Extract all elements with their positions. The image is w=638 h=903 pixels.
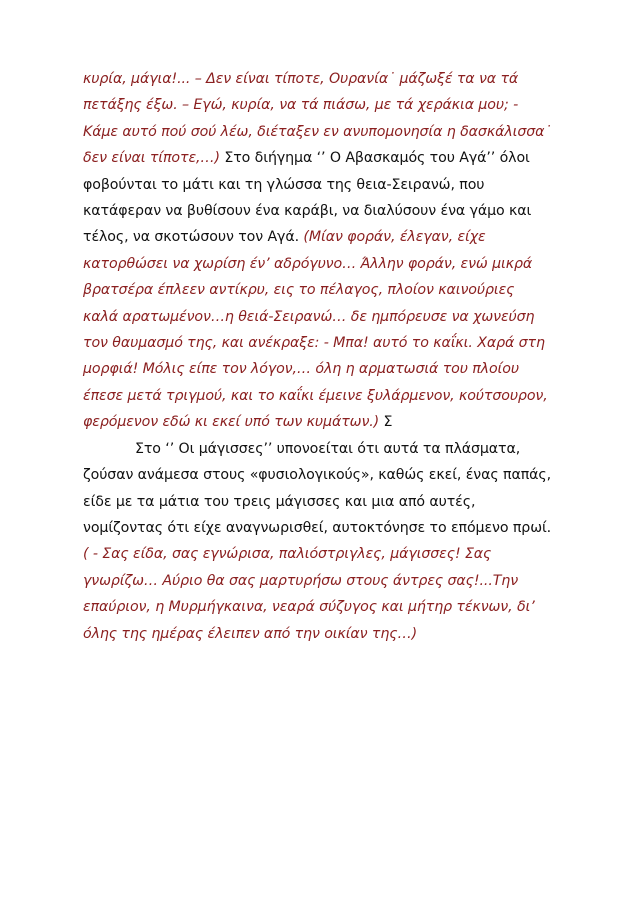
quote-priest: ( - Σας είδα, σας εγνώρισα, παλιόστριγλες, μάγισσες! Σας γνωρίζω… Αύριο θα σας μαρτυρήσω στους άντρες σας!...Την επαύριον, η Μυρμήγκαινα, νεαρά σύζυγος και μήτηρ τέκνων, δι’ όλης της ημέρας έλειπεν από την οικίαν της…) xyxy=(83,546,535,642)
quote-teacher: κυρία, μάγια!... – Δεν είναι τίποτε, Ουρανία˙ μάζωξέ τα να τά πετάξης έξω. – Εγώ, κυρία, να τά πιάσω, με τά χεράκια μου; - Κάμε αυτό πού σού λέω, διέταξεν εν ανυπομονησία η δασκάλισσα˙ δεν είναι τίποτε,…) xyxy=(83,71,552,167)
text-trailing: Σ xyxy=(379,414,393,431)
paragraph-seirano xyxy=(83,66,553,436)
document-page xyxy=(83,66,553,647)
quote-seirano: (Μίαν φοράν, έλεγαν, είχε κατορθώσει να χωρίση έν’ αδρόγυνο… Άλλην φοράν, ενώ μικρά βρατσέρα έπλεεν αντίκρυ, εις το πέλαγος, πλοίον καινούριες καλά αρατωμένον…η θειά-Σειρανώ… δε ημπόρευσε να χωνεύση τον θαυμασμό της, και ανέκραξε: - Μπα! αυτό το καΐκι. Χαρά στη μορφιά! Μόλις είπε τον λόγον,… όλη η αρματωσιά του πλοίου έπεσε μετά τριγμού, και το καΐκι έμεινε ξυλάρμενον, κούτσουρον, φερόμενον εδώ κι εκεί υπό των κυμάτων.) xyxy=(83,229,548,431)
text-avaskamos: Στο διήγημα ‘’ Ο Αβασκαμός του Αγά’’ όλοι φοβούνται το μάτι και τη γλώσσα της θεια-Σειρανώ, που κατάφεραν να βυθίσουν ένα καράβι, να διαλύσουν ένα γάμο και τέλος, να σκοτώσουν τον Αγά. xyxy=(83,150,532,246)
text-witches: Στο ‘’ Οι μάγισσες’’ υπονοείται ότι αυτά τα πλάσματα, ζούσαν ανάμεσα στους «φυσιολογικούς», καθώς εκεί, ένας παπάς, είδε με τα μάτια του τρεις μάγισσες και μια από αυτές, νομίζοντας ότι είχε αναγνωρισθεί, αυτοκτόνησε το επόμενο πρωί. xyxy=(83,440,552,536)
paragraph-witches xyxy=(83,436,553,647)
